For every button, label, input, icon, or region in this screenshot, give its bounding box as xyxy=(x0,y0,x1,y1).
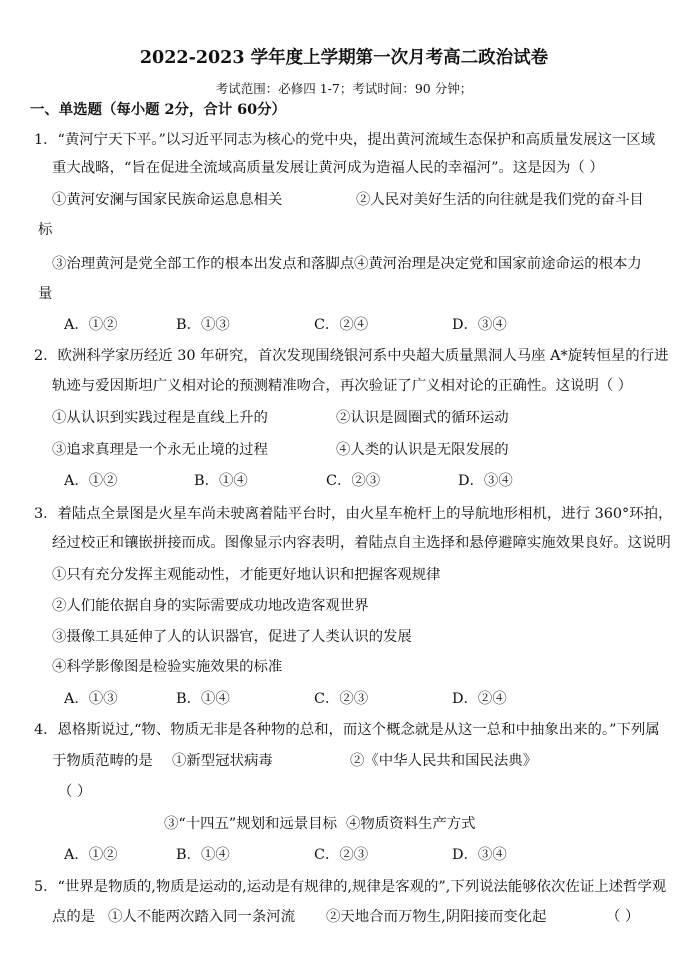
q5-line-1: 5．“世界是物质的,物质是运动的,运动是有规律的,规律是客观的”,下列说法能够依次佐证上述哲学观 xyxy=(34,879,667,895)
q2-option-c[interactable]: C．②③ xyxy=(326,473,381,489)
q3-option-a[interactable]: A．①③ xyxy=(64,691,118,707)
q3-option-b[interactable]: B．①④ xyxy=(176,691,230,707)
q2-statement-2: ②认识是圆圈式的循环运动 xyxy=(336,410,509,426)
q2-option-b[interactable]: B．①④ xyxy=(194,473,248,489)
q4-option-a[interactable]: A．①② xyxy=(64,847,118,863)
q1-statement-4: ④黄河治理是决定党和国家前途命运的根本力 xyxy=(354,256,642,272)
q3-statement-4: ④科学影像图是检验实施效果的标准 xyxy=(52,659,283,675)
q4-answer-blank: （ ） xyxy=(58,784,92,800)
q4-option-d[interactable]: D．③④ xyxy=(452,847,507,863)
q1-option-a[interactable]: A．①② xyxy=(64,317,118,333)
q1-option-b[interactable]: B．①③ xyxy=(176,317,230,333)
q2-option-a[interactable]: A．①② xyxy=(64,473,118,489)
q4-statement-4: ④物质资料生产方式 xyxy=(346,816,476,832)
q2-line-1: 2．欧洲科学家历经近 30 年研究，首次发现围绕银河系中央超大质量黑洞人马座 A*旋转恒星的行进 xyxy=(34,348,669,364)
q1-statement-2: ②人民对美好生活的向往就是我们党的奋斗目 xyxy=(356,192,644,208)
q2-statement-1: ①从认识到实践过程是直线上升的 xyxy=(52,410,268,426)
q3-option-d[interactable]: D．②④ xyxy=(452,691,507,707)
q3-statement-1: ①只有充分发挥主观能动性，才能更好地认识和把握客观规律 xyxy=(52,567,441,583)
q1-line-2: 重大战略，“旨在促进全流域高质量发展让黄河成为造福人民的幸福河”。这是因为（ ） xyxy=(52,160,604,176)
q1-line-1: 1．“黄河宁天下平。”以习近平同志为核心的党中央，提出黄河流域生态保护和高质量发展这一区域 xyxy=(34,132,656,148)
q4-statement-1: ①新型冠状病毒 xyxy=(172,753,273,769)
q4-line-1: 4．恩格斯说过,“物、物质无非是各种物的总和，而这个概念就是从这一总和中抽象出来的。”下列属 xyxy=(34,722,660,738)
q4-option-c[interactable]: C．②③ xyxy=(314,847,369,863)
q4-option-b[interactable]: B．①④ xyxy=(176,847,230,863)
q1-statement-1: ①黄河安澜与国家民族命运息息相关 xyxy=(52,192,283,208)
q3-statement-2: ②人们能依据自身的实际需要成功地改造客观世界 xyxy=(52,598,369,614)
exam-subtitle: 考试范围：必修四 1-7；考试时间：90 分钟； xyxy=(215,81,473,96)
q3-line-2: 经过校正和镶嵌拼接而成。图像显示内容表明，着陆点自主选择和悬停避障实施效果良好。这说明 xyxy=(52,535,671,551)
q1-statement-3: ③治理黄河是党全部工作的根本出发点和落脚点 xyxy=(52,256,355,272)
q4-statement-2: ②《中华人民共和国民法典》 xyxy=(350,753,538,769)
q1-statement-2-cont: 标 xyxy=(38,222,53,238)
q3-option-c[interactable]: C．②③ xyxy=(314,691,369,707)
q1-option-d[interactable]: D．③④ xyxy=(452,317,507,333)
q3-statement-3: ③摄像工具延伸了人的认识器官，促进了人类认识的发展 xyxy=(52,629,412,645)
q5-statement-1: ①人不能两次踏入同一条河流 xyxy=(108,909,296,925)
q4-line-2: 于物质范畴的是 xyxy=(52,753,153,769)
q5-answer-blank: （ ） xyxy=(606,909,640,925)
q1-option-c[interactable]: C．②④ xyxy=(314,317,369,333)
q1-statement-4-cont: 量 xyxy=(38,286,53,302)
q5-statement-2: ②天地合而万物生,阴阳接而变化起 xyxy=(326,909,547,925)
q2-statement-4: ④人类的认识是无限发展的 xyxy=(336,442,509,458)
exam-title: 2022-2023 学年度上学期第一次月考高二政治试卷 xyxy=(139,48,549,68)
q5-line-2: 点的是 xyxy=(52,909,96,925)
q2-statement-3: ③追求真理是一个永无止境的过程 xyxy=(52,442,268,458)
q3-line-1: 3．着陆点全景图是火星车尚未驶离着陆平台时，由火星车桅杆上的导航地形相机，进行 360°环拍， xyxy=(34,506,673,522)
q2-line-2: 轨迹与爱因斯坦广义相对论的预测精准吻合，再次验证了广义相对论的正确性。这说明（ ） xyxy=(52,378,633,394)
q4-statement-3: ③“十四五”规划和远景目标 xyxy=(164,816,338,832)
q2-option-d[interactable]: D．③④ xyxy=(458,473,513,489)
section-heading: 一、单选题（每小题 2分，合计 60分） xyxy=(30,101,286,118)
